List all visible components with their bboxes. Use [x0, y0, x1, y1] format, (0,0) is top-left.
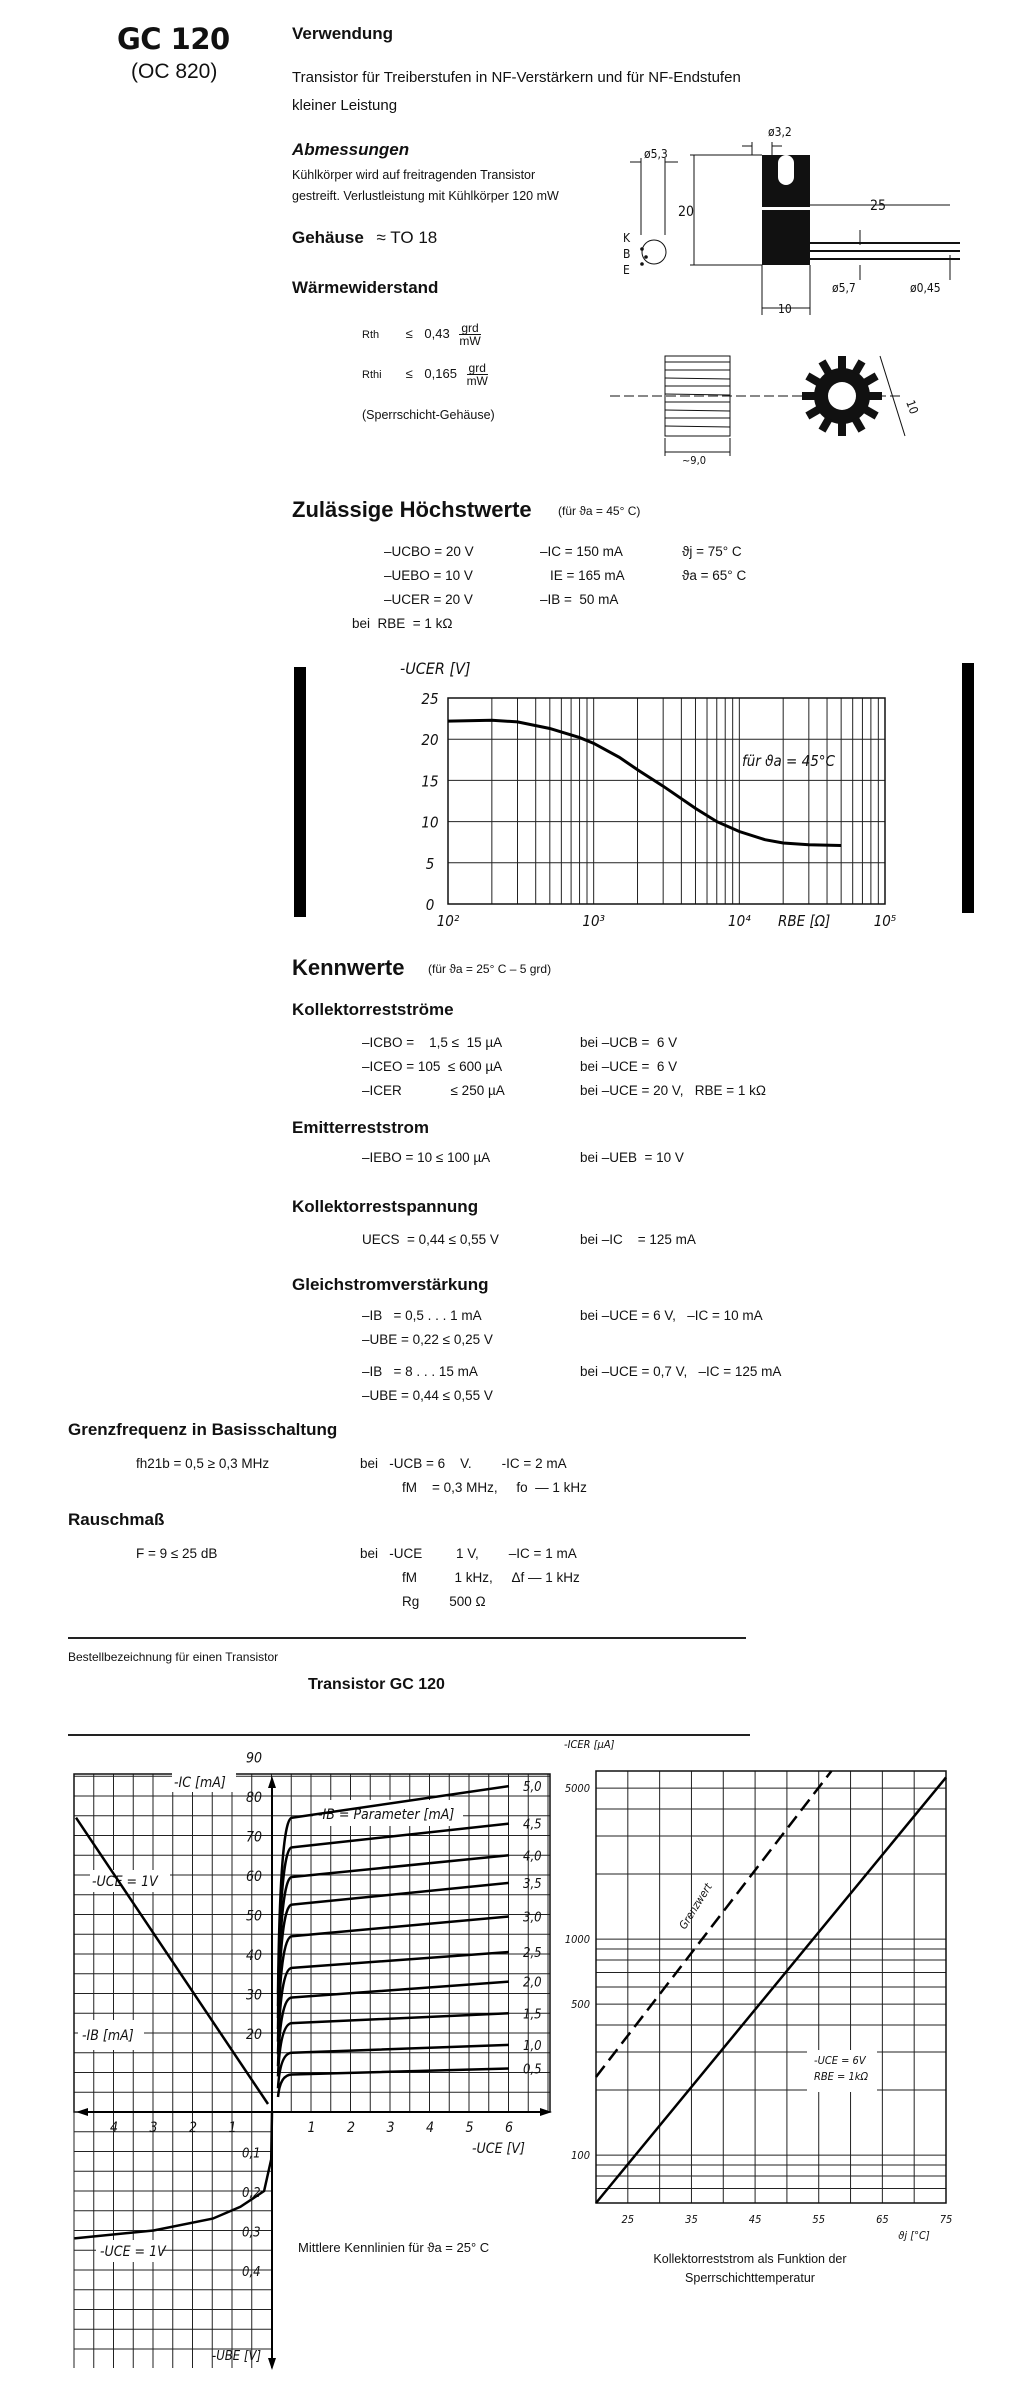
ic-tick-label: 60	[246, 1869, 263, 1885]
ib-curve	[278, 1982, 509, 2067]
x-axis-label: ϑj [°C]	[898, 2229, 930, 2242]
ib-tick-label: 4	[110, 2120, 119, 2136]
y-tick-label: 10	[421, 813, 439, 832]
characteristic-value: –ICBO = 1,5 ≤ 15 µA	[362, 1035, 503, 1050]
icer-vs-temperature-chart	[560, 1720, 960, 2250]
ib-curve	[278, 1883, 509, 2029]
cutoff-left: fh21b = 0,5 ≥ 0,3 MHz	[136, 1456, 270, 1471]
rating-ib: –IB = 50 mA	[540, 592, 619, 607]
thermal-note: (Sperrschicht-Gehäuse)	[362, 408, 495, 422]
y-tick-label: 20	[421, 731, 439, 750]
characteristic-value: –ICEO = 105 ≤ 600 µA	[362, 1059, 503, 1074]
chart2-title: Mittlere Kennlinien für ϑa = 25° C	[298, 2240, 490, 2255]
rthi-unit	[467, 362, 488, 387]
rth-rel: ≤	[405, 325, 413, 341]
ucer-vs-rbe-chart	[380, 640, 920, 930]
rating-ic: –IC = 150 mA	[540, 544, 623, 559]
uce-tick-label: 1	[307, 2120, 316, 2136]
ube-tick-label: 0,4	[242, 2265, 261, 2280]
hole-diameter-label: ø3,2	[768, 125, 792, 139]
ic-tick-label: 70	[246, 1829, 263, 1846]
ib-parameter-label: 0,5	[523, 2062, 542, 2078]
y-tick-label: 500	[571, 1998, 590, 2012]
x-tick-label: 45	[748, 2213, 762, 2226]
ic-axis-arrow-icon	[268, 1776, 276, 1788]
chart-annotation-1: -UCE = 6V	[814, 2054, 866, 2067]
height-label: 20	[678, 204, 695, 220]
y-tick-label: 5	[425, 854, 435, 873]
x-tick-label: 10⁵	[873, 912, 897, 930]
pin-e-label: E	[623, 263, 630, 277]
ib-axis-label: -IB [mA]	[82, 2028, 134, 2044]
order-label: Bestellbezeichnung für einen Transistor	[68, 1650, 279, 1664]
cutoff-heading: Grenzfrequenz in Basisschaltung	[68, 1420, 338, 1439]
max-ratings-condition: (für ϑa = 45° C)	[558, 504, 641, 518]
output-characteristics-chart	[60, 1720, 560, 2380]
ube-tick-label: 0,3	[242, 2225, 261, 2241]
transistor-type: GC 120	[117, 22, 230, 56]
ib-parameter-label: 2,0	[523, 1975, 542, 1991]
transfer-curve-label: -UCE = 1V	[92, 1874, 158, 1890]
heatsink-star	[802, 356, 882, 436]
ube-tick-label: 0,2	[242, 2186, 261, 2201]
pin-k-label: K	[623, 231, 631, 245]
rating-ta: ϑa = 65° C	[682, 568, 747, 583]
characteristic-condition: bei –UEB = 10 V	[580, 1150, 684, 1165]
width-label: 10	[778, 302, 792, 316]
lead-diameter-label: ø0,45	[910, 281, 941, 295]
y-tick-label: 1000	[564, 1933, 590, 1947]
plot-frame	[74, 1774, 550, 2112]
rth-unit	[459, 322, 480, 347]
ib-curve	[278, 2013, 509, 2076]
ic-tick-label: 80	[246, 1790, 263, 1806]
ube-tick-label: 0,1	[242, 2146, 261, 2162]
body-diameter-label: ø5,7	[832, 281, 856, 295]
uce-tick-label: 6	[505, 2120, 514, 2136]
ib-tick-label: 3	[149, 2120, 158, 2136]
rth-unit-num: grd	[461, 321, 479, 335]
noise-right-3: Rg 500 Ω	[402, 1594, 486, 1609]
rthi-unit-den: mW	[466, 374, 488, 388]
usage-text-2: kleiner Leistung	[292, 97, 398, 114]
y-axis-label: -ICER [µA]	[564, 1738, 615, 1751]
max-ratings-heading: Zulässige Höchstwerte	[292, 497, 532, 522]
rthi-rel: ≤	[405, 365, 413, 381]
noise-right-2: fM 1 kHz, Δf — 1 kHz	[402, 1570, 580, 1585]
ic-tick-label: 20	[246, 2027, 263, 2043]
pin-b-label: B	[623, 247, 631, 261]
scan-edge-bar-right	[962, 663, 974, 913]
ib-tick-label: 1	[228, 2120, 237, 2136]
characteristics-section-heading: Emitterreststrom	[292, 1118, 429, 1137]
uce-tick-label: 5	[465, 2120, 474, 2136]
rthi-symbol: Rthi	[362, 368, 382, 381]
y-tick-label: 100	[571, 2149, 590, 2163]
ic-tick-label: 50	[246, 1908, 263, 1925]
limit-curve	[596, 1771, 831, 2077]
ic-tick-label: 30	[246, 1987, 263, 2004]
noise-right-1: bei -UCE 1 V, –IC = 1 mA	[360, 1546, 577, 1561]
y-tick-label: 15	[421, 772, 439, 791]
characteristic-condition: bei –IC = 125 mA	[580, 1232, 696, 1247]
legend-title: -IB = Parameter [mA]	[318, 1807, 455, 1823]
typical-curve	[596, 1777, 946, 2203]
characteristic-condition: bei –UCE = 20 V, RBE = 1 kΩ	[580, 1083, 766, 1098]
characteristic-value: –IB = 0,5 . . . 1 mA	[362, 1308, 482, 1323]
uce-axis-label: -UCE [V]	[472, 2141, 525, 2157]
order-value: Transistor GC 120	[308, 1676, 445, 1693]
alternative-type: (OC 820)	[131, 60, 218, 83]
usage-text-1: Transistor für Treiberstufen in NF-Verstärkern und für NF-Endstufen	[292, 69, 741, 86]
y-tick-label: 5000	[564, 1782, 590, 1796]
characteristics-condition: (für ϑa = 25° C – 5 grd)	[428, 962, 552, 976]
case-label	[292, 228, 437, 248]
ib-parameter-label: 3,0	[523, 1910, 542, 1926]
rth-unit-den: mW	[459, 334, 481, 348]
ib-parameter-label: 1,5	[523, 2007, 542, 2023]
ib-parameter-label: 2,5	[523, 1946, 542, 1962]
ib-parameter-label: 4,0	[523, 1849, 542, 1865]
ib-curve	[278, 2045, 509, 2088]
ib-tick-label: 2	[189, 2120, 198, 2136]
x-tick-label: 25	[621, 2213, 635, 2226]
characteristic-value: –UBE = 0,22 ≤ 0,25 V	[362, 1332, 493, 1347]
noise-left: F = 9 ≤ 25 dB	[136, 1546, 218, 1561]
characteristic-condition: bei –UCE = 0,7 V, –IC = 125 mA	[580, 1364, 782, 1379]
rating-ucer: –UCER = 20 V	[384, 592, 473, 607]
characteristic-condition: bei –UCE = 6 V	[580, 1059, 678, 1074]
characteristics-section-heading: Kollektorrestspannung	[292, 1197, 479, 1216]
rating-ie: IE = 165 mA	[550, 568, 625, 583]
scan-edge-bar-left	[294, 667, 306, 917]
x-tick-label: 65	[876, 2213, 889, 2226]
ib-parameter-label: 1,0	[523, 2038, 542, 2054]
thermal-row-rth	[362, 322, 481, 347]
fin-diameter-label: 10	[903, 398, 922, 416]
divider	[68, 1637, 746, 1639]
rating-ucbo: –UCBO = 20 V	[384, 544, 474, 559]
characteristic-value: –ICER ≤ 250 µA	[362, 1083, 505, 1098]
x-axis-label: RBE [Ω]	[778, 912, 831, 930]
transfer-curve	[76, 1818, 268, 2104]
dimensions-note-2: gestreift. Verlustleistung mit Kühlkörper 120 mW	[292, 189, 559, 203]
chart-annotation: für ϑa = 45°C	[742, 752, 835, 770]
uce-tick-label: 4	[426, 2120, 435, 2136]
characteristic-value: –IB = 8 . . . 15 mA	[362, 1364, 478, 1379]
dimension-drawing	[620, 120, 960, 320]
plot-frame	[448, 698, 885, 904]
ib-curve	[278, 1952, 509, 2054]
rth-value: 0,43	[424, 325, 450, 341]
heatsink-drawing	[610, 340, 940, 470]
limit-curve-label: Grenzwert	[676, 1881, 715, 1932]
x-tick-label: 75	[939, 2213, 953, 2226]
ib-parameter-label: 3,5	[523, 1876, 542, 1892]
ube-axis-arrow-icon	[268, 2358, 276, 2370]
y-axis-label: -UCER [V]	[400, 659, 471, 678]
y-tick-label: 0	[425, 896, 435, 914]
characteristic-value: –UBE = 0,44 ≤ 0,55 V	[362, 1388, 493, 1403]
characteristic-condition: bei –UCB = 6 V	[580, 1035, 678, 1050]
usage-heading: Verwendung	[292, 24, 394, 43]
thermal-heading: Wärmewiderstand	[292, 278, 439, 297]
case-value: ≈ TO 18	[376, 228, 438, 247]
ic-tick-label: 90	[246, 1750, 263, 1767]
ib-parameter-label: 4,5	[523, 1817, 542, 1833]
ib-parameter-label: 5,0	[523, 1780, 542, 1796]
ic-axis-label: -IC [mA]	[174, 1775, 226, 1791]
ube-axis-label: -UBE [V]	[212, 2349, 262, 2364]
x-tick-label: 10⁴	[728, 912, 751, 930]
lead-length-label: 25	[870, 198, 887, 214]
ib-axis-arrow-icon	[76, 2108, 88, 2116]
pin-diameter-label: ø5,3	[644, 147, 668, 161]
x-tick-label: 10³	[582, 912, 605, 930]
characteristics-section-heading: Gleichstromverstärkung	[292, 1275, 489, 1294]
y-tick-label: 25	[421, 690, 439, 708]
characteristic-condition: bei –UCE = 6 V, –IC = 10 mA	[580, 1308, 763, 1323]
thermal-row-rthi	[362, 362, 488, 387]
rating-uebo: –UEBO = 10 V	[384, 568, 473, 583]
rthi-value: 0,165	[424, 365, 457, 381]
characteristics-section-heading: Kollektorrestströme	[292, 1000, 454, 1019]
dimensions-note-1: Kühlkörper wird auf freitragenden Transistor	[292, 168, 536, 182]
ic-tick-label: 40	[246, 1948, 263, 1964]
rthi-unit-num: grd	[468, 361, 486, 375]
characteristics-heading: Kennwerte	[292, 955, 405, 980]
rating-tj: ϑj = 75° C	[682, 544, 742, 559]
x-tick-label: 10²	[436, 912, 460, 930]
rating-rbe: bei RBE = 1 kΩ	[352, 616, 453, 631]
characteristic-value: –IEBO = 10 ≤ 100 µA	[362, 1150, 491, 1165]
chart3-title: Kollektorreststrom als Funktion der Sperrschichttemperatur	[653, 2252, 847, 2285]
dimensions-heading: Abmessungen	[292, 140, 410, 159]
input-curve-label: -UCE = 1V	[100, 2244, 166, 2260]
noise-heading: Rauschmaß	[68, 1510, 165, 1529]
x-tick-label: 55	[812, 2213, 826, 2226]
transistor-body	[762, 210, 810, 265]
case-label-text: Gehäuse	[292, 228, 364, 247]
rth-symbol: Rth	[362, 328, 380, 341]
cutoff-right-2: fM = 0,3 MHz, fo — 1 kHz	[402, 1480, 587, 1495]
cutoff-right-1: bei -UCB = 6 V. -IC = 2 mA	[360, 1456, 567, 1471]
fin-length-label: ~9,0	[682, 454, 707, 467]
x-tick-label: 35	[685, 2213, 698, 2226]
characteristic-value: UECS = 0,44 ≤ 0,55 V	[362, 1232, 499, 1247]
uce-tick-label: 2	[347, 2120, 356, 2136]
uce-tick-label: 3	[386, 2120, 395, 2136]
chart-annotation-2: RBE = 1kΩ	[814, 2070, 869, 2083]
